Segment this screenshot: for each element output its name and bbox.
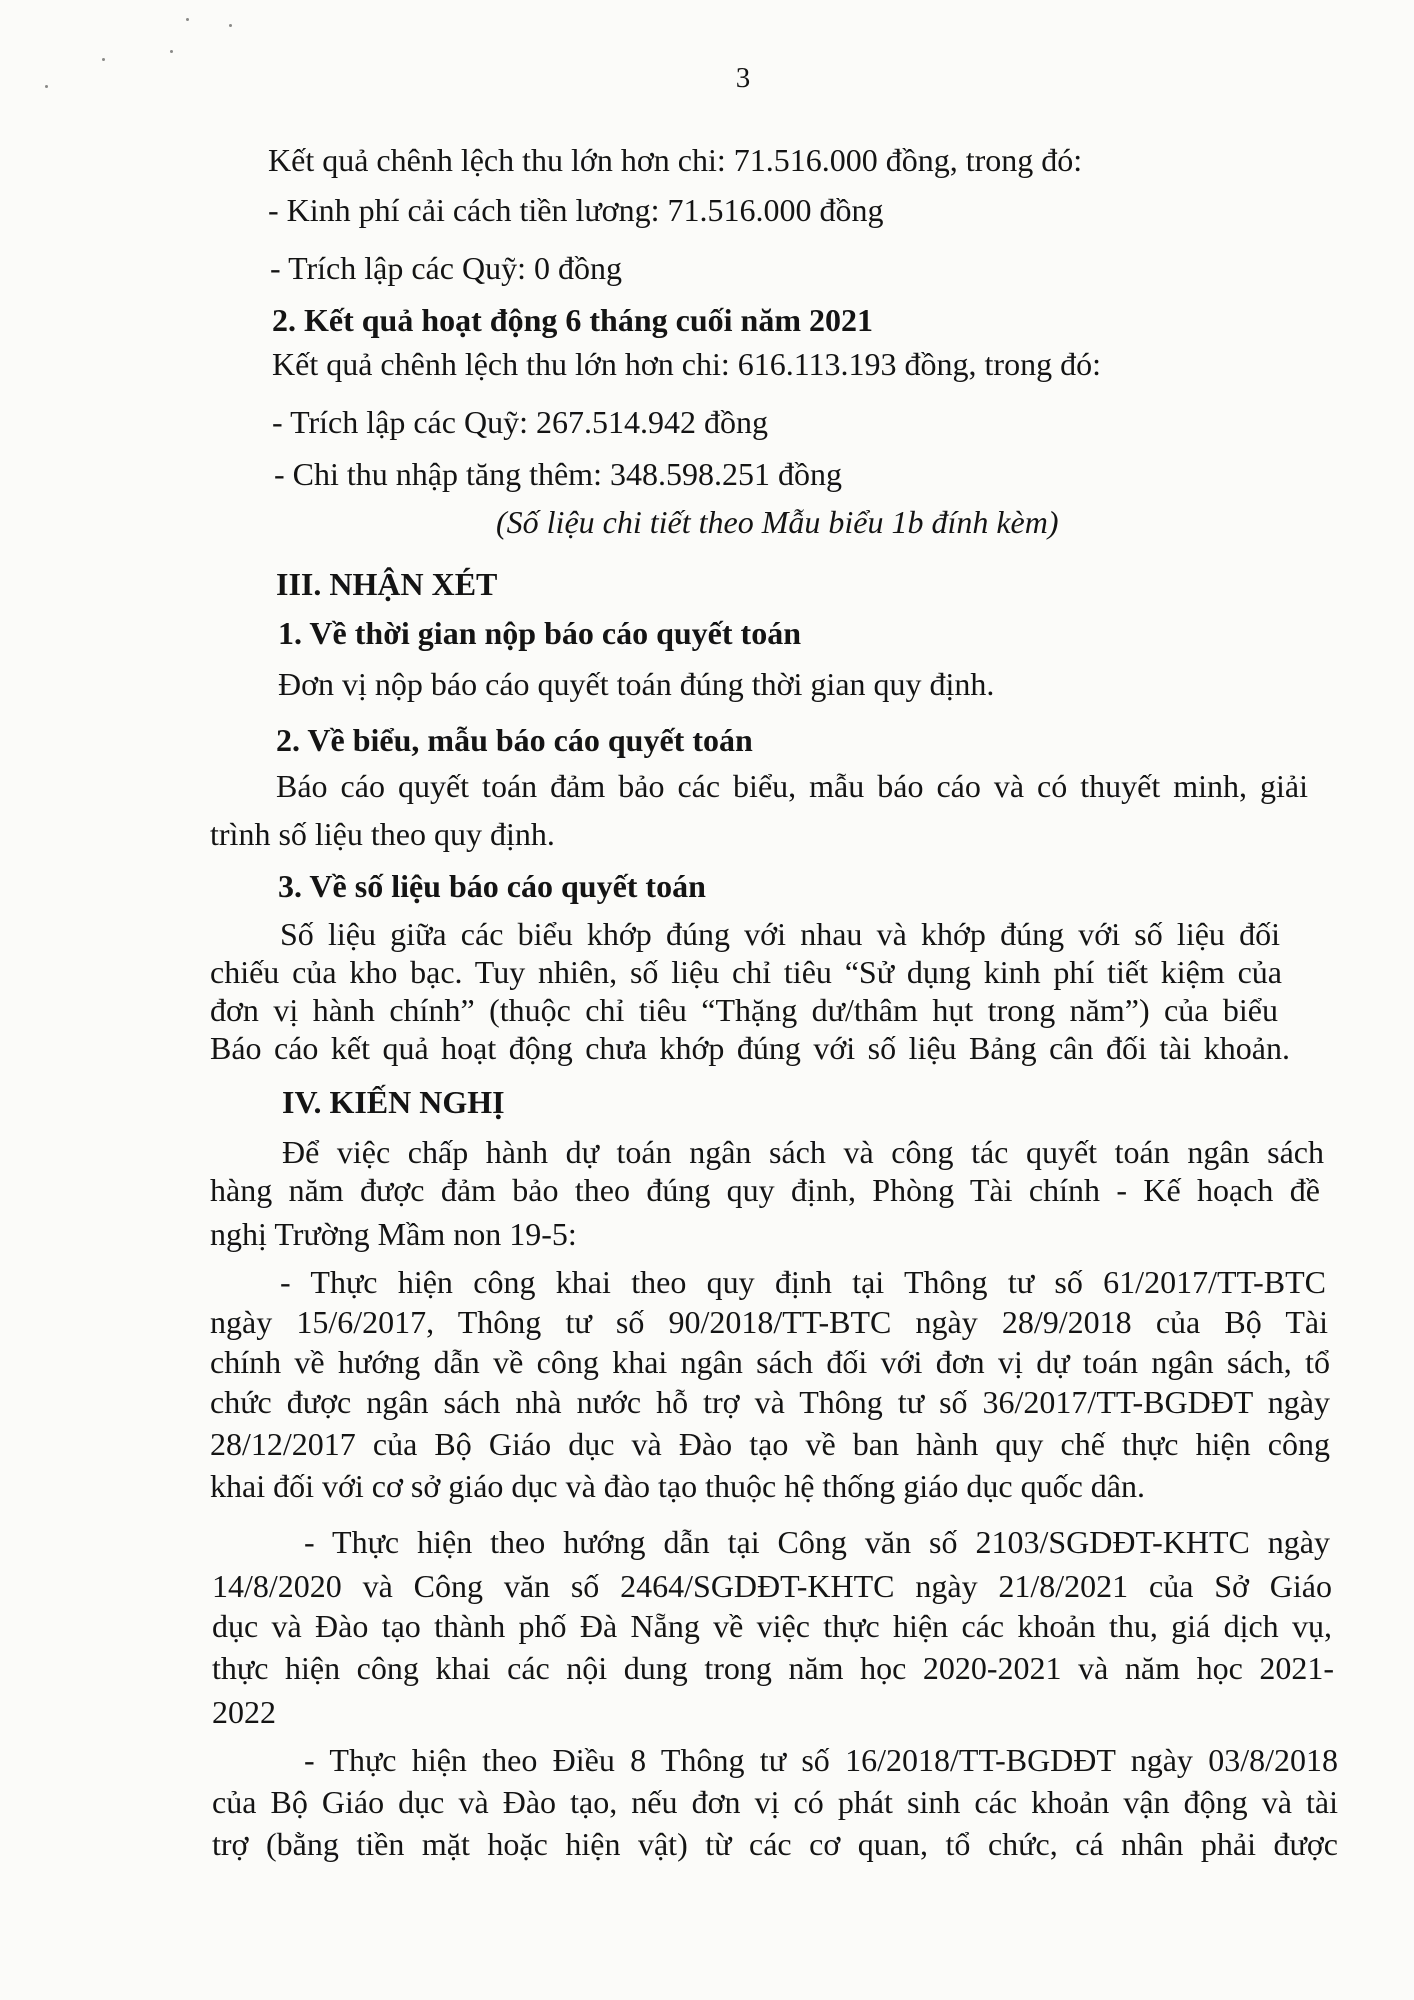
section-heading: IV. KIẾN NGHỊ [282, 1084, 505, 1120]
page-number: 3 [735, 62, 751, 94]
body-line: 2022 [212, 1694, 276, 1730]
body-line: chiếu của kho bạc. Tuy nhiên, số liệu chỉ tiêu “Sử dụng kinh phí tiết kiệm của [210, 954, 1282, 990]
scan-speck [186, 18, 189, 21]
body-line: Để việc chấp hành dự toán ngân sách và công tác quyết toán ngân sách [282, 1134, 1324, 1170]
body-line: của Bộ Giáo dục và Đào tạo, nếu đơn vị có phát sinh các khoản vận động và tài [212, 1784, 1338, 1820]
body-line: đơn vị hành chính” (thuộc chỉ tiêu “Thặng dư/thâm hụt trong năm”) của biểu [210, 992, 1278, 1028]
body-line: trình số liệu theo quy định. [210, 816, 555, 852]
body-line: - Thực hiện công khai theo quy định tại Thông tư số 61/2017/TT-BTC [280, 1264, 1326, 1300]
body-line: - Chi thu nhập tăng thêm: 348.598.251 đồng [274, 456, 842, 492]
scan-speck [170, 50, 173, 53]
body-line: - Trích lập các Quỹ: 0 đồng [270, 250, 622, 286]
body-line: 28/12/2017 của Bộ Giáo dục và Đào tạo về ban hành quy chế thực hiện công [210, 1426, 1330, 1462]
body-line: dục và Đào tạo thành phố Đà Nẵng về việc thực hiện các khoản thu, giá dịch vụ, [212, 1608, 1332, 1644]
body-line: khai đối với cơ sở giáo dục và đào tạo thuộc hệ thống giáo dục quốc dân. [210, 1468, 1145, 1504]
body-line: chức được ngân sách nhà nước hỗ trợ và Thông tư số 36/2017/TT-BGDĐT ngày [210, 1384, 1330, 1420]
body-line: hàng năm được đảm bảo theo đúng quy định, Phòng Tài chính - Kế hoạch đề [210, 1172, 1320, 1208]
scan-speck [102, 58, 105, 61]
section-heading: III. NHẬN XÉT [276, 566, 498, 602]
body-line: - Kinh phí cải cách tiền lương: 71.516.000 đồng [268, 192, 884, 228]
body-line: trợ (bằng tiền mặt hoặc hiện vật) từ các cơ quan, tổ chức, cá nhân phải được [212, 1826, 1338, 1862]
body-line: ngày 15/6/2017, Thông tư số 90/2018/TT-BTC ngày 28/9/2018 của Bộ Tài [210, 1304, 1328, 1340]
body-line: - Thực hiện theo hướng dẫn tại Công văn số 2103/SGDĐT-KHTC ngày [304, 1524, 1330, 1560]
body-line: - Trích lập các Quỹ: 267.514.942 đồng [272, 404, 768, 440]
body-line: 14/8/2020 và Công văn số 2464/SGDĐT-KHTC ngày 21/8/2021 của Sở Giáo [212, 1568, 1332, 1604]
body-line: Kết quả chênh lệch thu lớn hơn chi: 71.516.000 đồng, trong đó: [268, 142, 1083, 178]
body-line: Báo cáo quyết toán đảm bảo các biểu, mẫu báo cáo và có thuyết minh, giải [276, 768, 1308, 804]
body-line: chính về hướng dẫn về công khai ngân sách đối với đơn vị dự toán ngân sách, tổ [210, 1344, 1330, 1380]
body-line: Báo cáo kết quả hoạt động chưa khớp đúng với số liệu Bảng cân đối tài khoản. [210, 1030, 1290, 1066]
body-line: Đơn vị nộp báo cáo quyết toán đúng thời gian quy định. [278, 666, 995, 702]
scan-speck [229, 24, 232, 27]
subsection-heading: 3. Về số liệu báo cáo quyết toán [278, 868, 706, 904]
note-line: (Số liệu chi tiết theo Mẫu biểu 1b đính kèm) [496, 504, 1059, 540]
body-line: thực hiện công khai các nội dung trong năm học 2020-2021 và năm học 2021- [212, 1650, 1334, 1686]
body-line: Kết quả chênh lệch thu lớn hơn chi: 616.113.193 đồng, trong đó: [272, 346, 1101, 382]
subsection-heading: 1. Về thời gian nộp báo cáo quyết toán [278, 615, 801, 651]
body-line: nghị Trường Mầm non 19-5: [210, 1216, 577, 1252]
body-line: - Thực hiện theo Điều 8 Thông tư số 16/2018/TT-BGDĐT ngày 03/8/2018 [304, 1742, 1338, 1778]
section-heading: 2. Kết quả hoạt động 6 tháng cuối năm 2021 [272, 302, 873, 338]
body-line: Số liệu giữa các biểu khớp đúng với nhau và khớp đúng với số liệu đối [280, 916, 1280, 952]
subsection-heading: 2. Về biểu, mẫu báo cáo quyết toán [276, 722, 753, 758]
